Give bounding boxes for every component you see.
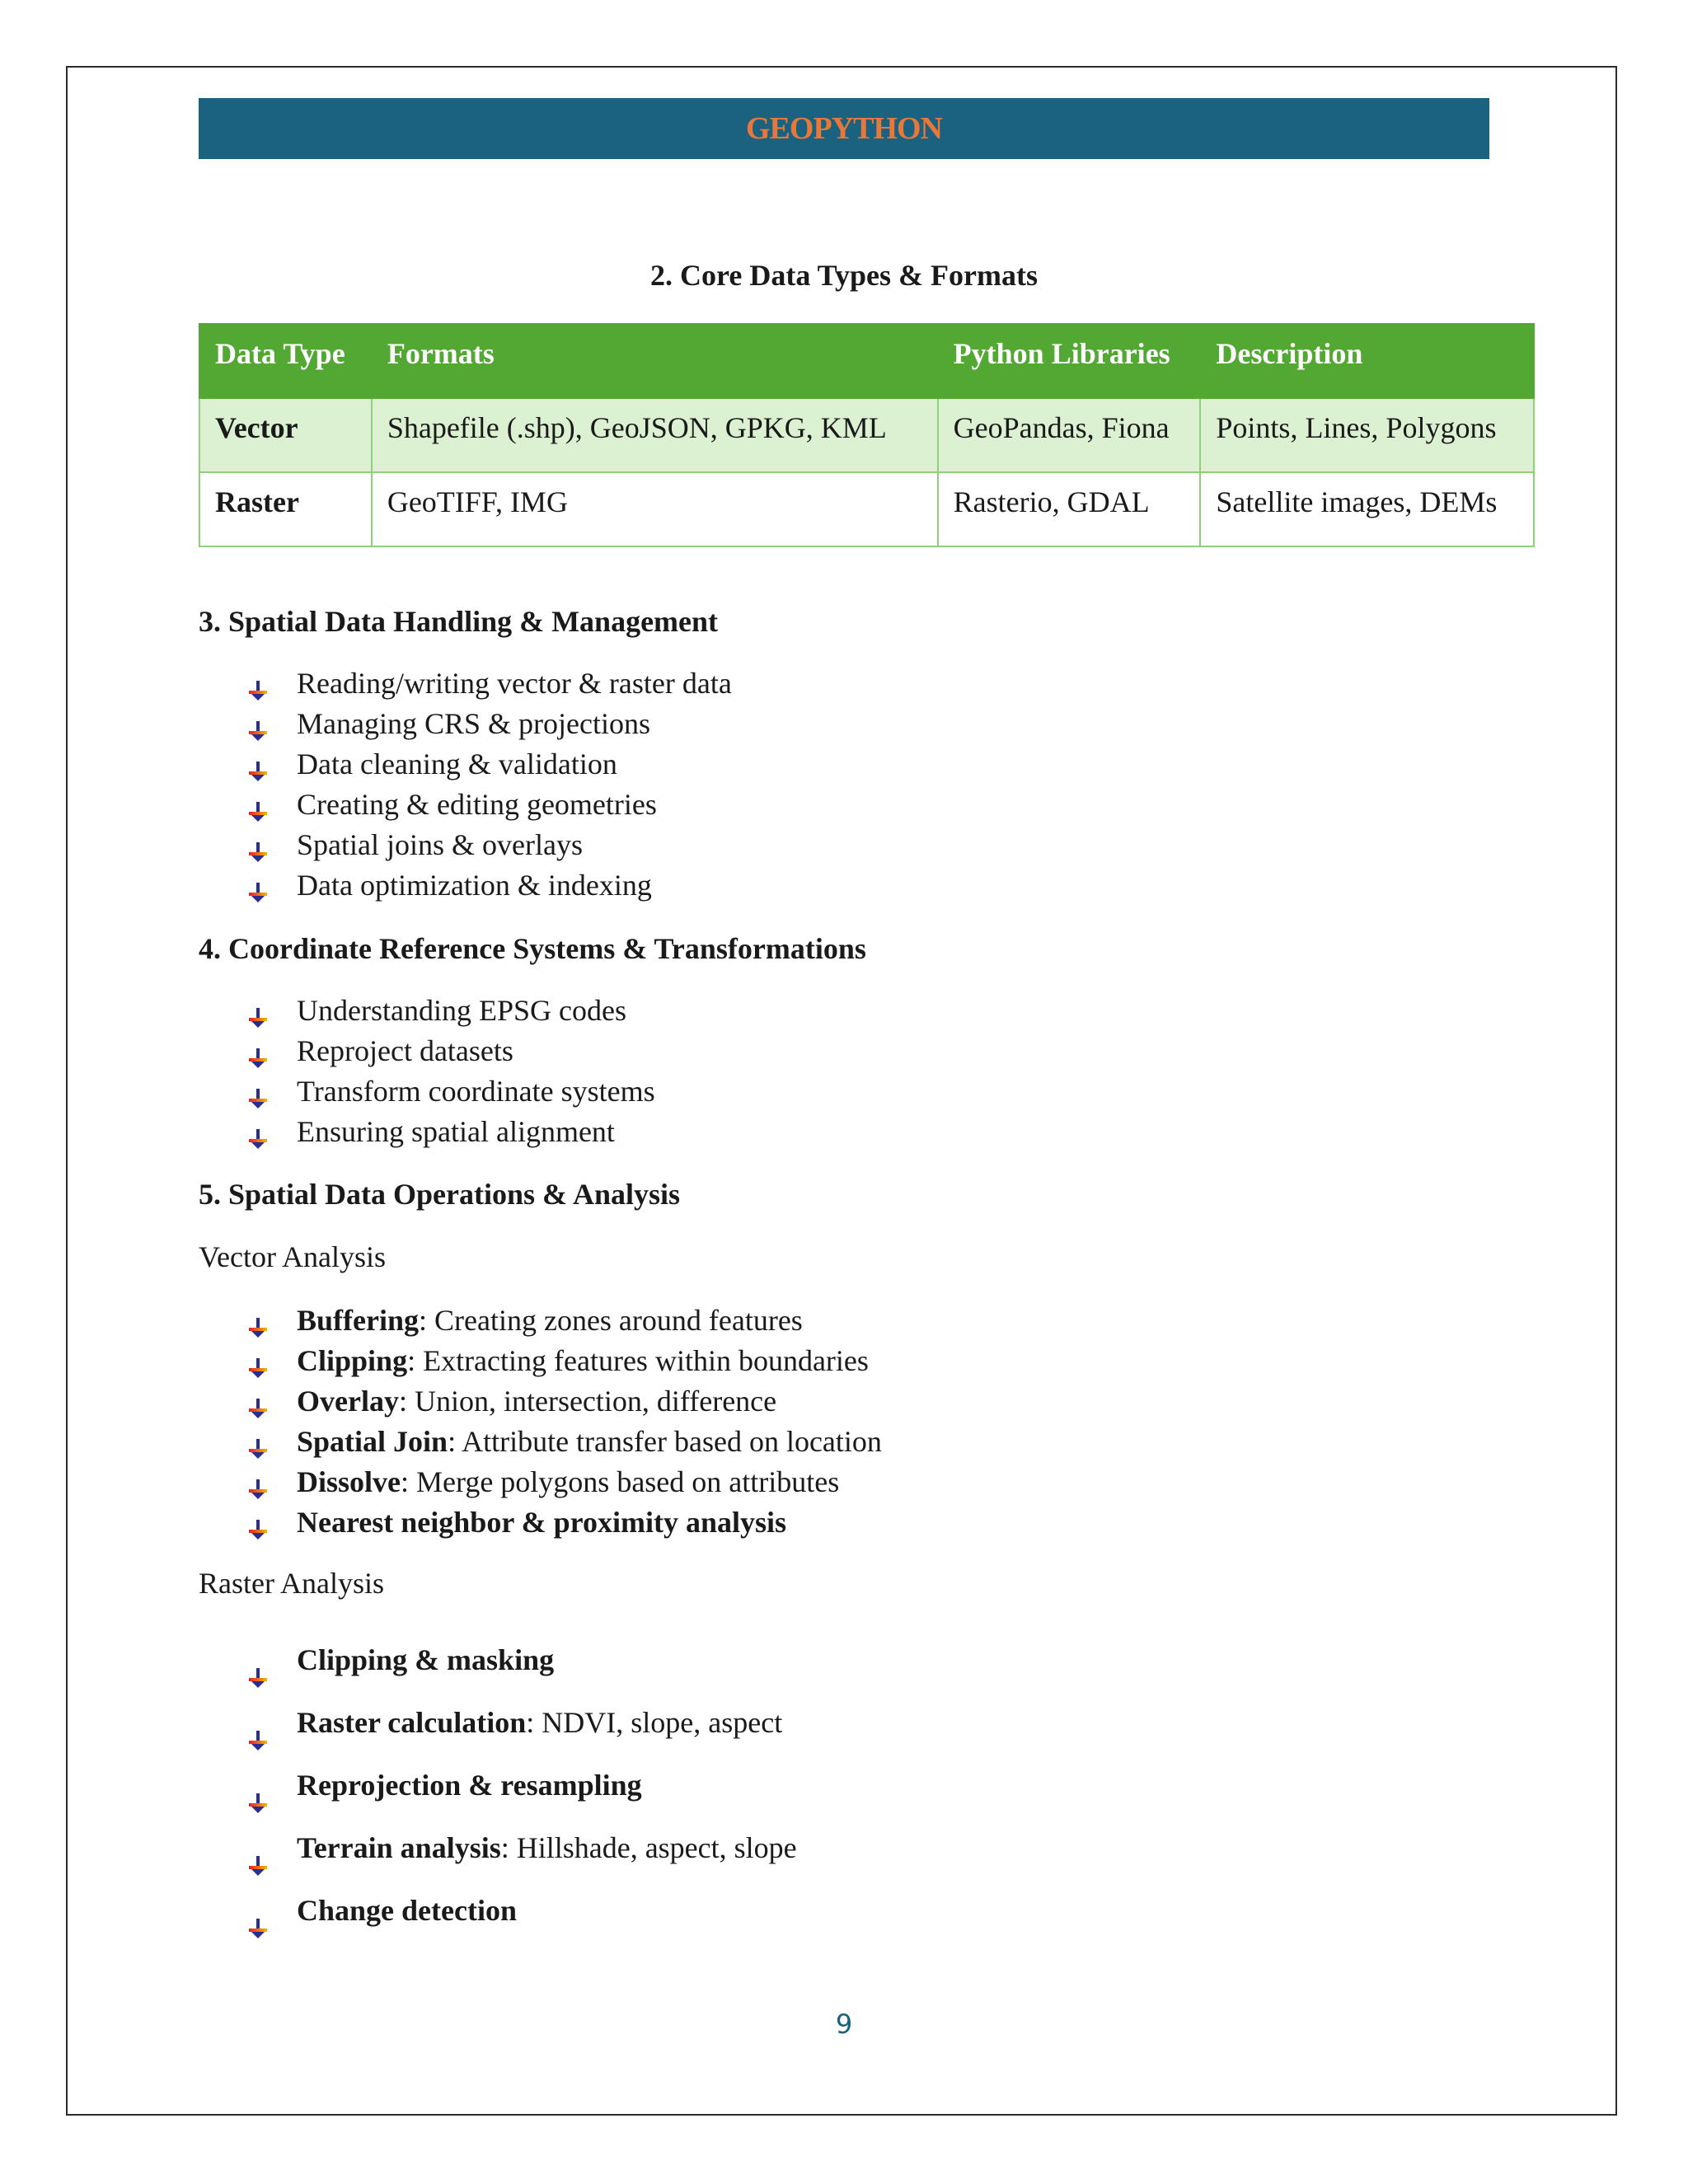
arrow-down-bullet-icon: [247, 1390, 269, 1413]
arrow-down-bullet-icon: [247, 834, 269, 857]
section-4-title: 4. Coordinate Reference Systems & Transformations: [199, 932, 866, 965]
list-item: Overlay: Union, intersection, difference: [247, 1381, 882, 1422]
section-4-list: [247, 991, 655, 1152]
table-cell: Rasterio, GDAL: [938, 472, 1201, 546]
arrow-down-bullet-icon: [247, 1080, 269, 1104]
arrow-down-bullet-icon: [247, 1310, 269, 1333]
header-title: GEOPYTHON: [745, 111, 943, 146]
arrow-down-bullet-icon: [247, 1350, 269, 1373]
arrow-down-bullet-icon: [247, 1471, 269, 1494]
section-3-list: [247, 663, 732, 906]
table-row: [199, 398, 1534, 472]
header-banner: [199, 98, 1489, 159]
arrow-down-bullet-icon: [247, 1711, 269, 1734]
list-item: Managing CRS & projections: [247, 704, 732, 744]
table-header-cell: Description: [1200, 324, 1534, 398]
list-item: Raster calculation: NDVI, slope, aspect: [247, 1691, 797, 1754]
section-3-title: 3. Spatial Data Handling & Management: [199, 605, 719, 638]
table-cell: GeoPandas, Fiona: [938, 398, 1201, 472]
table-cell: Raster: [199, 472, 372, 546]
table-header-cell: Data Type: [199, 324, 372, 398]
arrow-down-bullet-icon: [247, 1836, 269, 1859]
arrow-down-bullet-icon: [247, 1431, 269, 1454]
arrow-down-bullet-icon: [247, 1000, 269, 1023]
list-item: Clipping: Extracting features within boundaries: [247, 1341, 882, 1381]
list-item: Creating & editing geometries: [247, 785, 732, 825]
table-cell: Satellite images, DEMs: [1200, 472, 1534, 546]
list-item: Data cleaning & validation: [247, 744, 732, 785]
list-item: Ensuring spatial alignment: [247, 1112, 655, 1152]
list-item: Change detection: [247, 1879, 797, 1942]
list-item: Understanding EPSG codes: [247, 991, 655, 1031]
arrow-down-bullet-icon: [247, 1774, 269, 1797]
list-item: Reading/writing vector & raster data: [247, 663, 732, 704]
list-item: Dissolve: Merge polygons based on attributes: [247, 1462, 882, 1502]
list-item: Terrain analysis: Hillshade, aspect, slope: [247, 1816, 797, 1879]
list-item: Reproject datasets: [247, 1031, 655, 1071]
data-types-table: [199, 323, 1535, 547]
table-row: [199, 472, 1534, 546]
page-number: 9: [835, 2008, 853, 2040]
arrow-down-bullet-icon: [247, 1121, 269, 1144]
arrow-down-bullet-icon: [247, 753, 269, 776]
arrow-down-bullet-icon: [247, 1040, 269, 1063]
table-header-cell: Formats: [372, 324, 938, 398]
list-item: Buffering: Creating zones around features: [247, 1301, 882, 1341]
list-item: Reprojection & resampling: [247, 1754, 797, 1816]
arrow-down-bullet-icon: [247, 874, 269, 898]
list-item: Data optimization & indexing: [247, 865, 732, 906]
list-item: Spatial joins & overlays: [247, 825, 732, 865]
list-item: Clipping & masking: [247, 1629, 797, 1691]
arrow-down-bullet-icon: [247, 713, 269, 736]
section-2-title: 2. Core Data Types & Formats: [650, 259, 1038, 292]
list-item: Spatial Join: Attribute transfer based on location: [247, 1422, 882, 1462]
arrow-down-bullet-icon: [247, 1511, 269, 1535]
table-cell: Shapefile (.shp), GeoJSON, GPKG, KML: [372, 398, 938, 472]
arrow-down-bullet-icon: [247, 1648, 269, 1671]
arrow-down-bullet-icon: [247, 673, 269, 696]
arrow-down-bullet-icon: [247, 1899, 269, 1922]
table-cell: Points, Lines, Polygons: [1200, 398, 1534, 472]
table-header-cell: Python Libraries: [938, 324, 1201, 398]
table-cell: Vector: [199, 398, 372, 472]
raster-analysis-subtitle: Raster Analysis: [199, 1567, 384, 1600]
table-cell: GeoTIFF, IMG: [372, 472, 938, 546]
list-item: Transform coordinate systems: [247, 1071, 655, 1112]
arrow-down-bullet-icon: [247, 794, 269, 817]
vector-analysis-subtitle: Vector Analysis: [199, 1240, 386, 1273]
raster-analysis-list: [247, 1629, 797, 1942]
list-item: Nearest neighbor & proximity analysis: [247, 1502, 882, 1543]
vector-analysis-list: [247, 1301, 882, 1543]
section-5-title: 5. Spatial Data Operations & Analysis: [199, 1178, 681, 1211]
table-header-row: [199, 324, 1534, 398]
